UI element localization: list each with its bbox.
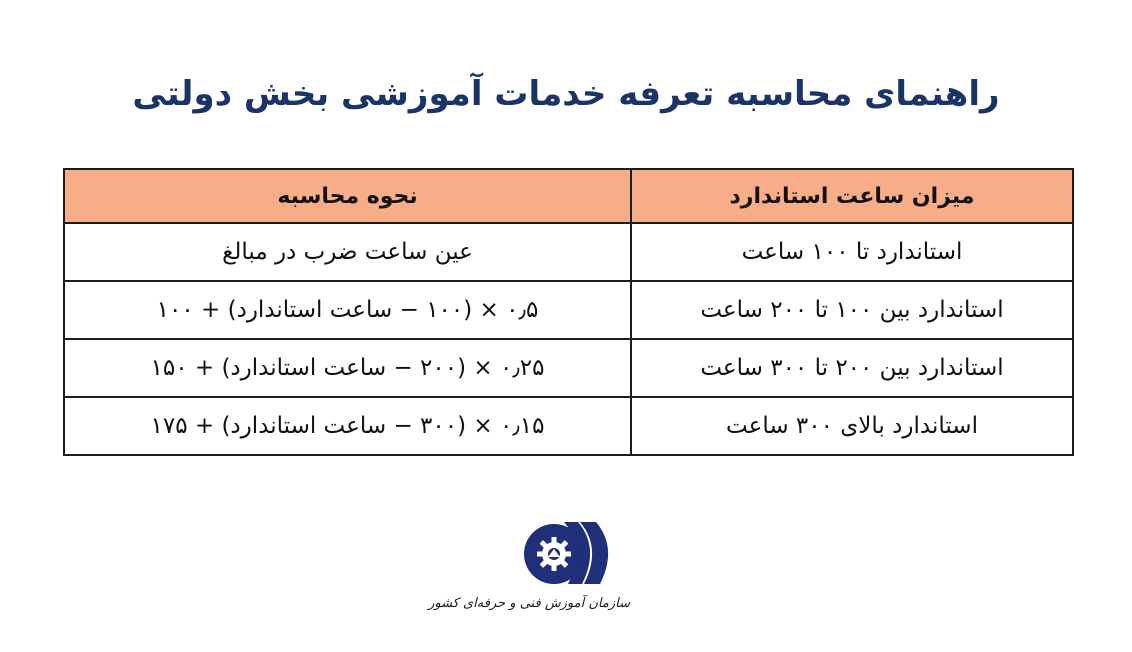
cell-standard-hours: استاندارد بالای ۳۰۰ ساعت [631,397,1073,455]
organization-logo [428,518,630,628]
cell-calculation-method: ۰٫۲۵ × (۲۰۰ − ساعت استاندارد) + ۱۵۰ [64,339,631,397]
table-row [64,339,1073,397]
gear-emblem-icon [522,518,622,588]
cell-standard-hours: استاندارد بین ۲۰۰ تا ۳۰۰ ساعت [631,339,1073,397]
table-row [64,223,1073,281]
table-row [64,281,1073,339]
logo-caption: سازمان آموزش فنی و حرفه‌ای کشور [428,596,630,611]
cell-calculation-method: عین ساعت ضرب در مبالغ [64,223,631,281]
table-row [64,397,1073,455]
cell-calculation-method: ۰٫۱۵ × (۳۰۰ − ساعت استاندارد) + ۱۷۵ [64,397,631,455]
cell-standard-hours: استاندارد بین ۱۰۰ تا ۲۰۰ ساعت [631,281,1073,339]
header-standard-hours: میزان ساعت استاندارد [631,169,1073,223]
table-header-row [64,169,1073,223]
tariff-table [63,168,1074,456]
page-title: راهنمای محاسبه تعرفه خدمات آموزشی بخش دولتی [132,74,1000,114]
cell-calculation-method: ۰٫۵ × (۱۰۰ − ساعت استاندارد) + ۱۰۰ [64,281,631,339]
cell-standard-hours: استاندارد تا ۱۰۰ ساعت [631,223,1073,281]
header-calculation-method: نحوه محاسبه [64,169,631,223]
